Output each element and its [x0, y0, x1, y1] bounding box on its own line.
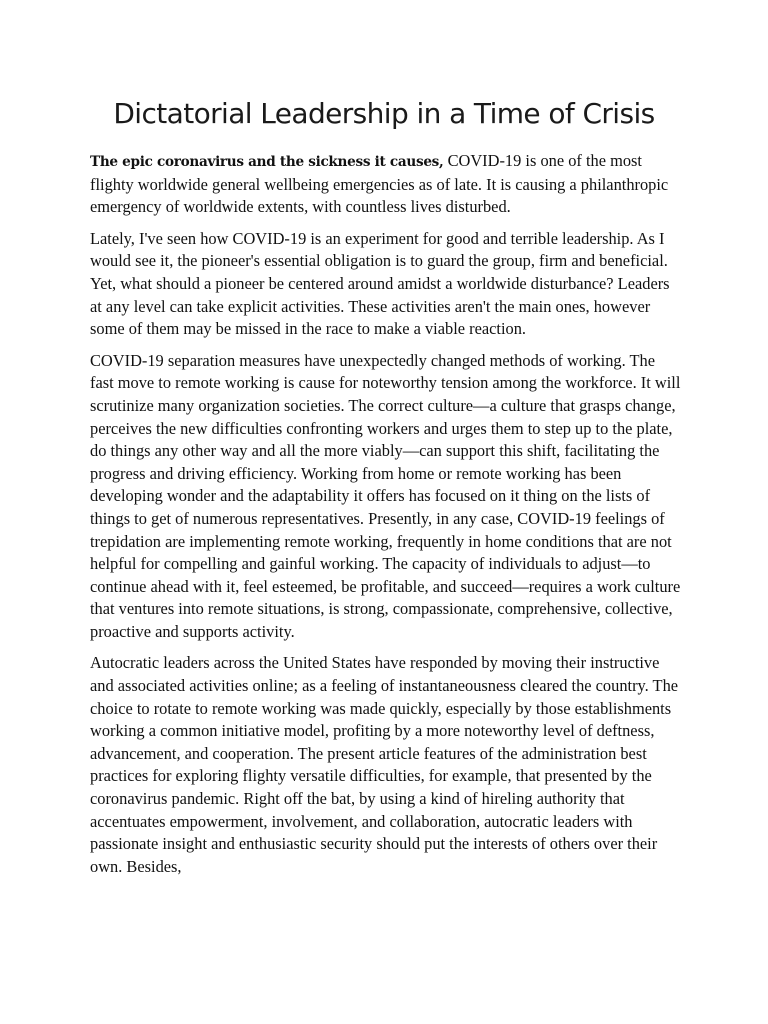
paragraph-1-text: COVID-19 is one of the most flighty worldwide general wellbeing emergencies as of late. It is causing a philanthropic emergency of worldwide extents, with countless lives disturbed. — [90, 151, 669, 217]
paragraph-3: COVID-19 separation measures have unexpectedly changed methods of working. The fast move to remote working is cause for noteworthy tension among the workforce. It will scrutinize many organization societies. The correct culture—a culture that grasps change, perceives the new difficulties confronting workers and urges them to step up to the plate, do things any other way and all the more viably—can support this shift, facilitating the progress and driving efficiency. Working from home or remote working has been developing wonder and the adaptability it offers has focused on it thing on the lists of things to get of numerous representatives. Presently, in any case, COVID-19 feelings of trepidation are implementing remote working, frequently in home conditions that are not helpful for compelling and gainful working. The capacity of individuals to adjust—to continue ahead with it, feel esteemed, be profitable, and succeed—requires a work culture that ventures into remote situations, is strong, compassionate, comprehensive, collective, proactive and supports activity. — [90, 350, 681, 641]
paragraph-2: Lately, I've seen how COVID-19 is an experiment for good and terrible leadership. As I would see it, the pioneer's essential obligation is to guard the group, firm and beneficial. Yet, what should a pioneer be centered around amidst a worldwide disturbance? Leaders at any level can take explicit activities. These activities aren't the main ones, however some of them may be missed in the race to make a viable reaction. — [90, 228, 670, 339]
document-title: Dictatorial Leadership in a Time of Crisis — [113, 97, 655, 130]
paragraph-1 — [90, 150, 682, 219]
paragraph-4: Autocratic leaders across the United States have responded by moving their instructive and associated activities online; as a feeling of instantaneousness cleared the country. The choice to rotate to remote working was made quickly, especially by those establishments working a common initiative model, profiting by a more noteworthy level of deftness, advancement, and cooperation. The present article features of the administration best practices for exploring flighty versatile difficulties, for example, that presented by the coronavirus pandemic. Right off the bat, by using a kind of hireling authority that accentuates empowerment, involvement, and collaboration, autocratic leaders with passionate insight and enthusiastic security should put the interests of others over their own. Besides, — [90, 653, 679, 876]
paragraph-1-lead: The epic coronavirus and the sickness it causes, — [90, 154, 444, 170]
document-body — [90, 150, 682, 887]
